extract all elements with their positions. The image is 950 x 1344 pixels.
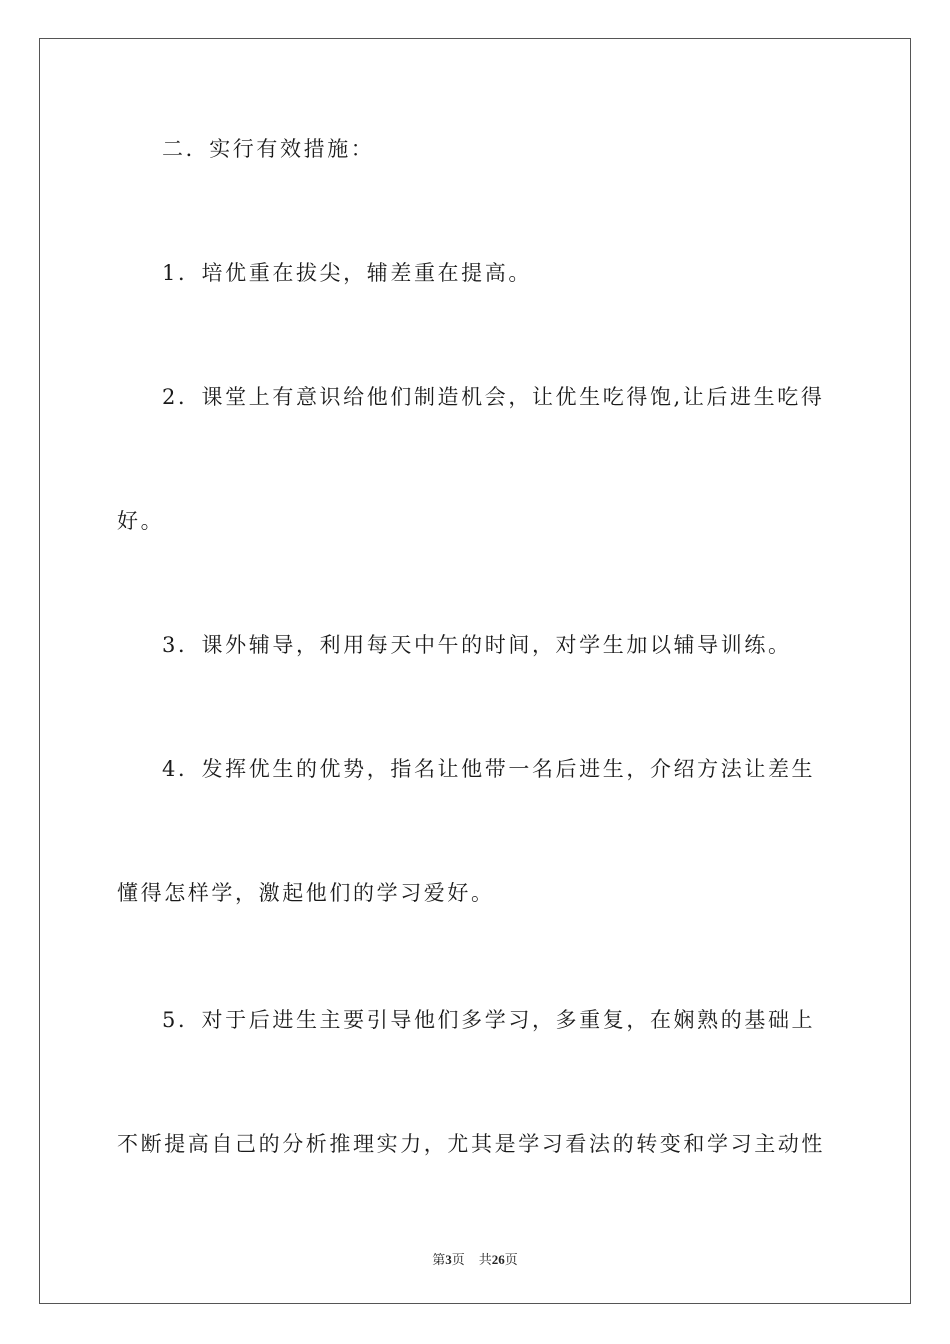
- page-prefix: 第: [432, 1252, 446, 1267]
- paragraph-line: 5．对于后进生主要引导他们多学习，多重复，在娴熟的基础上: [162, 1008, 816, 1032]
- total-suffix: 页: [504, 1252, 518, 1267]
- total-pages: 26: [491, 1252, 505, 1267]
- page-suffix: 页: [451, 1252, 465, 1267]
- paragraph-line: 不断提高自己的分析推理实力，尤其是学习看法的转变和学习主动性: [117, 1132, 825, 1156]
- paragraph-line: 好。: [117, 509, 165, 533]
- page-number: 3: [445, 1252, 452, 1267]
- paragraph-line: 3．课外辅导，利用每天中午的时间，对学生加以辅导训练。: [162, 633, 792, 657]
- paragraph-line: 2．课堂上有意识给他们制造机会，让优生吃得饱,让后进生吃得: [162, 385, 825, 409]
- page-footer: [0, 1249, 950, 1268]
- page-border: [39, 38, 911, 1304]
- section-heading: 二．实行有效措施：: [162, 137, 375, 161]
- paragraph-line: 1．培优重在拔尖，辅差重在提高。: [162, 261, 532, 285]
- paragraph-line: 懂得怎样学，激起他们的学习爱好。: [117, 881, 495, 905]
- total-prefix: 共: [478, 1252, 492, 1267]
- paragraph-line: 4．发挥优生的优势，指名让他带一名后进生，介绍方法让差生: [162, 757, 816, 781]
